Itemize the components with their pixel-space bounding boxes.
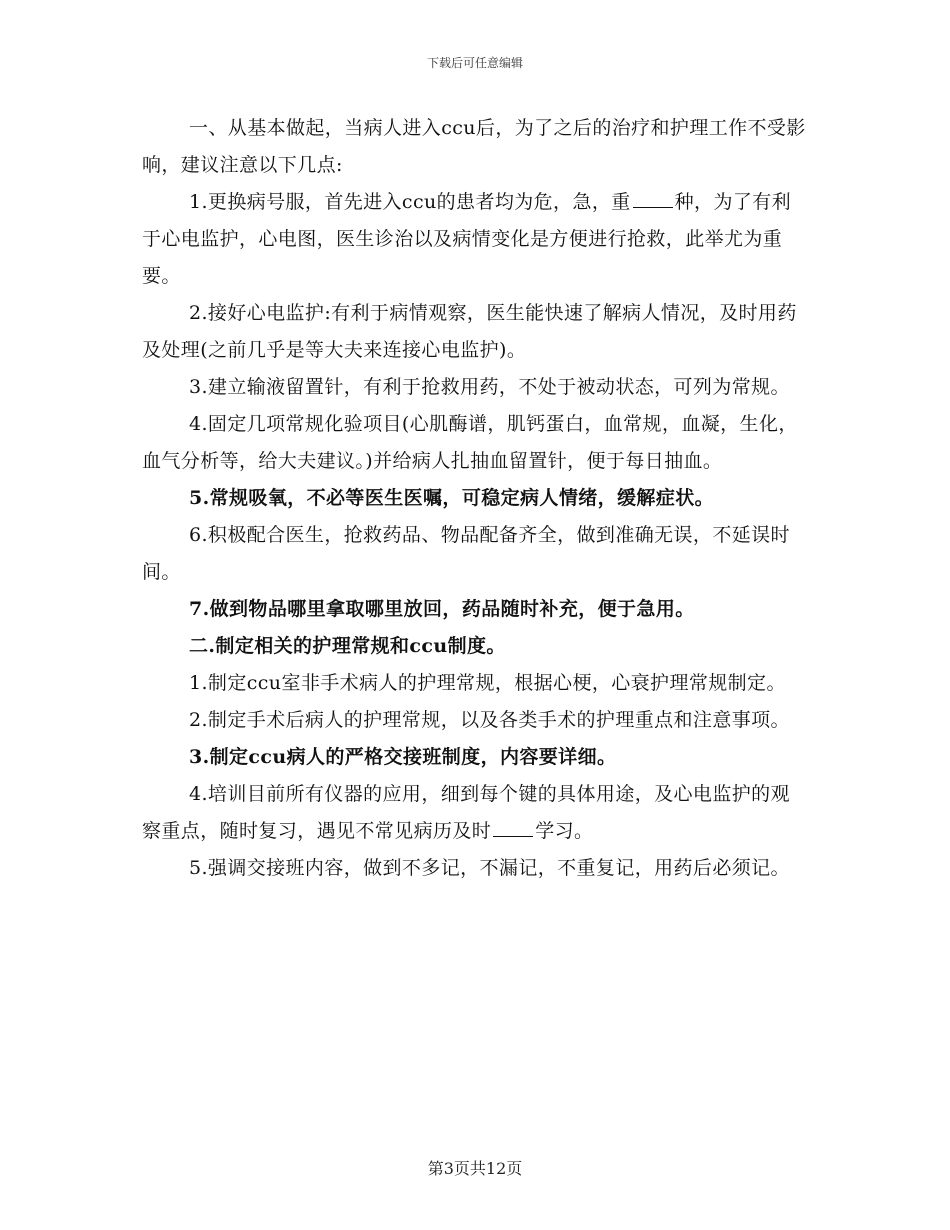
paragraph-item-1 [142, 184, 808, 295]
paragraph-item-3: 3.建立输液留置针，有利于抢救用药，不处于被动状态，可列为常规。 [189, 376, 790, 398]
fill-blank [493, 814, 533, 837]
section-heading-2: 二.制定相关的护理常规和ccu制度。 [189, 635, 506, 657]
paragraph-item-2: 2.接好心电监护:有利于病情观察，医生能快速了解病人情况，及时用药及处理(之前几乎是等大夫来连接心电监护)。 [142, 302, 797, 361]
paragraph-section2-item-2: 2.制定手术后病人的护理常规，以及各类手术的护理重点和注意事项。 [189, 709, 790, 731]
fill-blank [633, 185, 673, 208]
paragraph-intro: 一、从基本做起，当病人进入ccu后，为了之后的治疗和护理工作不受影响，建议注意以下几点: [142, 117, 806, 176]
paragraph-section2-item-4 [142, 776, 808, 850]
document-body [142, 110, 808, 887]
paragraph-item-7: 7.做到物品哪里拿取哪里放回，药品随时补充，便于急用。 [189, 598, 695, 620]
paragraph-text: 种，为了有利于心电监护，心电图，医生诊治以及病情变化是方便进行抢救，此举尤为重要。 [142, 191, 792, 287]
paragraph-text: 1.更换病号服，首先进入ccu的患者均为危，急，重 [189, 191, 631, 213]
paragraph-text: 4.培训目前所有仪器的应用，细到每个键的具体用途，及心电监护的观察重点，随时复习，遇见不常见病历及时 [142, 783, 790, 842]
page-number-footer: 第3页共12页 [427, 1159, 523, 1178]
paragraph-item-5: 5.常规吸氧，不必等医生医嘱，可稳定病人情绪，缓解症状。 [189, 487, 715, 509]
paragraph-item-4: 4.固定几项常规化验项目(心肌酶谱，肌钙蛋白，血常规，血凝，生化，血气分析等，给大夫建议。)并给病人扎抽血留置针，便于每日抽血。 [142, 413, 798, 472]
page-header: 下载后可任意编辑 [426, 56, 523, 70]
paragraph-section2-item-1: 1.制定ccu室非手术病人的护理常规，根据心梗，心衰护理常规制定。 [189, 672, 786, 694]
paragraph-text: 学习。 [535, 820, 594, 842]
paragraph-item-6: 6.积极配合医生，抢救药品、物品配备齐全，做到准确无误，不延误时间。 [142, 524, 790, 583]
paragraph-section2-item-5: 5.强调交接班内容，做到不多记，不漏记，不重复记，用药后必须记。 [189, 857, 790, 879]
paragraph-section2-item-3: 3.制定ccu病人的严格交接班制度，内容要详细。 [189, 746, 617, 768]
